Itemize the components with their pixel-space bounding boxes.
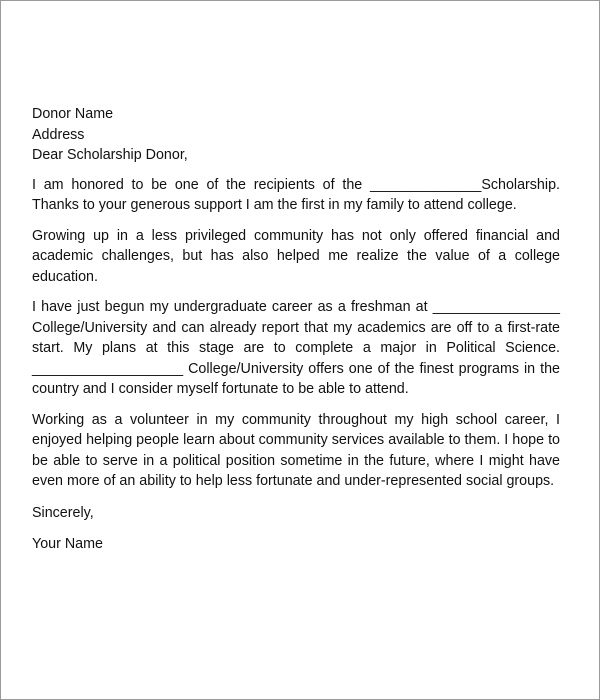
paragraph-3-text-b: College/University and can already report that my academics are off to a first-rate start. My plans at this stage are to complete a major in Political Science. — [32, 319, 560, 356]
donor-name: Donor Name — [32, 106, 114, 122]
paragraph-3-text-c: College/University offers one of the finest programs in the country and I consider myself fortunate to be able to attend. — [32, 360, 560, 397]
college-name-blank-1: ________________ — [432, 299, 560, 315]
salutation: Dear Scholarship Donor, — [32, 147, 188, 163]
paragraph-2: Growing up in a less privileged community has not only offered financial and academic challenges, but has also helped me realize the value of a college education. — [32, 227, 560, 285]
paragraph-3 — [32, 297, 560, 400]
signature: Your Name — [32, 536, 103, 552]
letter-body — [32, 104, 560, 555]
letter-header — [32, 104, 560, 166]
paragraph-4: Working as a volunteer in my community throughout my high school career, I enjoyed helping people learn about community services available to them. I hope to be able to serve in a political position sometime in the future, where I might have even more of an ability to help less fortunate and under-represented social groups. — [32, 411, 560, 489]
scholarship-name-blank: ______________ — [369, 176, 482, 193]
paragraph-1-text-a: I am honored to be one of the recipients of the — [32, 176, 370, 193]
closing: Sincerely, — [32, 504, 94, 521]
college-name-blank-2: ___________________ — [32, 360, 184, 377]
donor-address: Address — [32, 126, 85, 143]
paragraph-1-text-b: Scholarship. Thanks to your generous support I am the first in my family to attend college. — [32, 176, 560, 213]
paragraph-3-text-a: I have just begun my undergraduate career as a freshman at — [32, 299, 433, 315]
paragraph-1 — [32, 175, 560, 216]
